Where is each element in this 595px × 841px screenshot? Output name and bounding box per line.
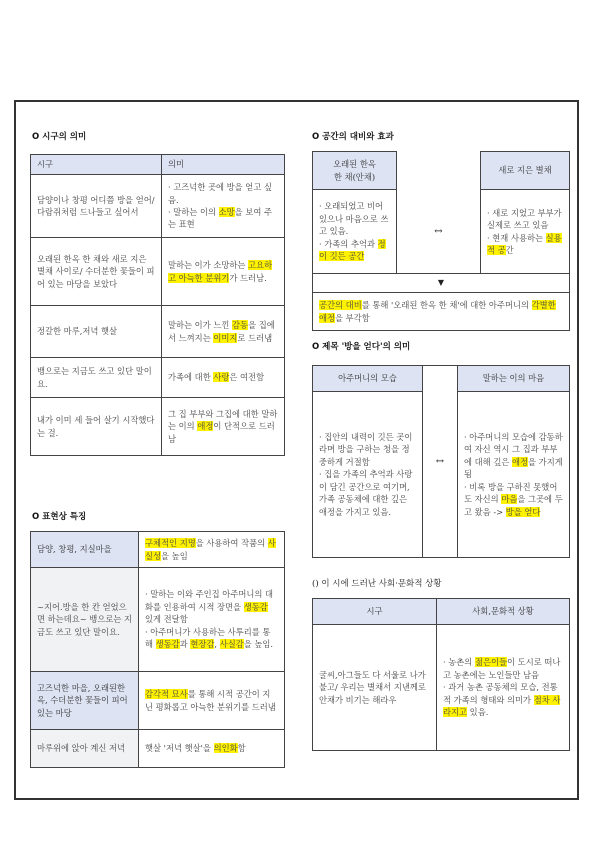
- title-meaning-table: [312, 365, 570, 558]
- section-title-title-meaning: O 제목 '방을 얻다'의 의미: [312, 342, 411, 352]
- old-hanok-desc: · 오래되었고 비어 있으나 마음으로 쓰고 있음. · 가족의 추억과 정이 깃든 공간: [313, 190, 397, 274]
- meaning-cell: 말하는 이가 느낀 감동을 집에서 느껴지는 이미지로 드러냄: [162, 306, 285, 358]
- feature-cell: 감각적 묘사를 통해 시적 공간이 지닌 평화롭고 아늑한 분위기를 드러냄: [139, 672, 285, 730]
- meaning-cell: · 고즈넉한 곳에 방을 얻고 싶음. · 말하는 이의 소망을 보여 주는 표현: [162, 175, 285, 238]
- social-context-table: [312, 598, 570, 751]
- highlight: 마음: [501, 494, 518, 505]
- meaning-cell: 가족에 대한 사랑은 여전함: [162, 358, 285, 398]
- highlight: 애정: [197, 421, 214, 432]
- col-header-phrase: 시구: [31, 155, 162, 175]
- highlight: 공간의 대비: [319, 300, 362, 311]
- old-hanok-header: 오래된 한옥 한 채(안채): [313, 152, 397, 190]
- feature-cell: 구체적인 지명을 사용하여 작품의 사실성을 높임: [139, 532, 285, 568]
- highlight: 의인화: [213, 743, 238, 754]
- contrast-arrow: ↔: [397, 190, 481, 274]
- expression-cell: 고즈넉한 마을, 오래된한옥, 수더분한 꽃들이 피어 있는 마당: [31, 672, 139, 730]
- highlight: 감동: [232, 320, 249, 331]
- context-cell: · 농촌의 젊은이들이 도시로 떠나고 농촌에는 노인들만 남음 · 과거 농촌 공동체의 모습, 전통적 가족의 형태와 의미가 점차 사라지고 있음.: [437, 625, 570, 751]
- feature-cell: · 말하는 이와 주인집 아주머니의 대화를 인용하여 시적 장면을 생동감 있게 전달함 · 아주머니가 사용하는 사투리를 통해 생동감과 현장감, 사실감을 높임.: [139, 568, 285, 672]
- phrase-cell: 정갈한 마루,저녁 햇살: [31, 306, 162, 358]
- section-title-social-context: () 이 시에 드러난 사회·문화적 상황: [312, 579, 442, 589]
- aunt-header: 아주머니의 모습: [313, 366, 423, 392]
- poem-meaning-table: [30, 154, 285, 456]
- highlight: 생동감: [243, 601, 268, 612]
- phrase-cell: 굴씨,아그들도 다 서울로 나가불고/ 우리는 별채서 지낸께로 안채가 비기는 해라우: [313, 625, 437, 751]
- phrase-cell: 내가 이미 세 들어 살기 시작했다는 걸.: [31, 398, 162, 456]
- phrase-cell: 담양이나 창평 어디쯤 방을 얻어/ 다람쥐처럼 드나들고 싶어서: [31, 175, 162, 238]
- expression-cell: 마루위에 앉아 계신 저녁: [31, 730, 139, 768]
- expression-table: [30, 531, 285, 768]
- feature-cell: 햇살 '저녁 햇살'을 의인화함: [139, 730, 285, 768]
- highlight: 사랑: [213, 372, 230, 383]
- space-contrast-table: [312, 151, 570, 331]
- highlight: 실용적 공: [487, 232, 562, 255]
- highlight: 생동감: [155, 639, 180, 650]
- section-title-poem-meaning: O 시구의 의미: [32, 132, 87, 142]
- phrase-cell: 오래된 한옥 한 채와 새로 지은 별채 사이로/ 수더분한 꽃들이 피어 있는 마당을 보았다: [31, 238, 162, 306]
- col-header-meaning: 의미: [162, 155, 285, 175]
- meaning-cell: 말하는 이가 소망하는 고요하고 아늑한 분위기가 드러남.: [162, 238, 285, 306]
- col-header-context: 사회,문화적 상황: [437, 599, 570, 625]
- new-annex-desc: · 새로 지었고 부부가 실제로 쓰고 있음 · 현재 사용하는 실용적 공간: [481, 190, 570, 274]
- expression-cell: 담양, 창평, 지실마을: [31, 532, 139, 568]
- expression-cell: ~지어.방을 한 칸 얻었으면 하는데요~ 뱅으로는 지금도 쓰고 있단 말이요.: [31, 568, 139, 672]
- highlight: 감각적 묘사: [145, 689, 188, 700]
- section-title-expression: O 표현상 특징: [32, 512, 87, 522]
- highlight: 젊은이들: [474, 657, 508, 668]
- highlight: 점차 사라지고: [443, 694, 561, 718]
- highlight: 소망: [218, 207, 235, 217]
- highlight: 사실감: [219, 639, 244, 650]
- contrast-arrow: ↔: [423, 366, 458, 558]
- phrase-cell: 뱅으로는 지금도 쓰고 있단 말이요.: [31, 358, 162, 398]
- contrast-effect: 공간의 대비를 통해 '오래된 한옥 한 채'에 대한 아주머니의 각별한 애정을 부각함: [313, 293, 570, 331]
- meaning-cell: 그 집 부부와 그집에 대한 말하는 이의 애정이 단적으로 드러남: [162, 398, 285, 456]
- highlight: 방을 얻다: [505, 506, 541, 517]
- highlight: 각별한 애정: [319, 300, 556, 323]
- down-arrow-icon: ▼: [313, 274, 570, 293]
- highlight: 이미지: [213, 332, 238, 343]
- col-header-phrase: 시구: [313, 599, 437, 625]
- highlight: 애정: [512, 456, 529, 467]
- speaker-desc: · 아주머니의 모습에 감동하여 자신 역시 그 집과 부부에 대해 깊은 애정을 가지게 됨 · 비록 방을 구하진 못했어도 자신의 마음을 그곳에 두고 왔음 -> 방을 얻다: [458, 392, 570, 558]
- speaker-header: 말하는 이의 마음: [458, 366, 570, 392]
- new-annex-header: 새로 지은 별채: [481, 152, 570, 190]
- highlight: 정이 깃든 공간: [319, 238, 386, 262]
- highlight: 사실성: [145, 538, 276, 561]
- aunt-desc: · 집안의 내력이 깃든 곳이라며 방을 구하는 청을 정중하게 거절함 · 집을 가족의 추억과 사랑이 담긴 공간으로 여기며, 가족 공동체에 대한 깊은 애정을 가지고 있음.: [313, 392, 423, 558]
- section-title-space-contrast: O 공간의 대비와 효과: [312, 132, 394, 142]
- highlight: 구체적인 지명: [145, 538, 196, 549]
- highlight: 현장감: [190, 639, 215, 650]
- highlight: 고요하고 아늑한 분위기: [168, 260, 273, 283]
